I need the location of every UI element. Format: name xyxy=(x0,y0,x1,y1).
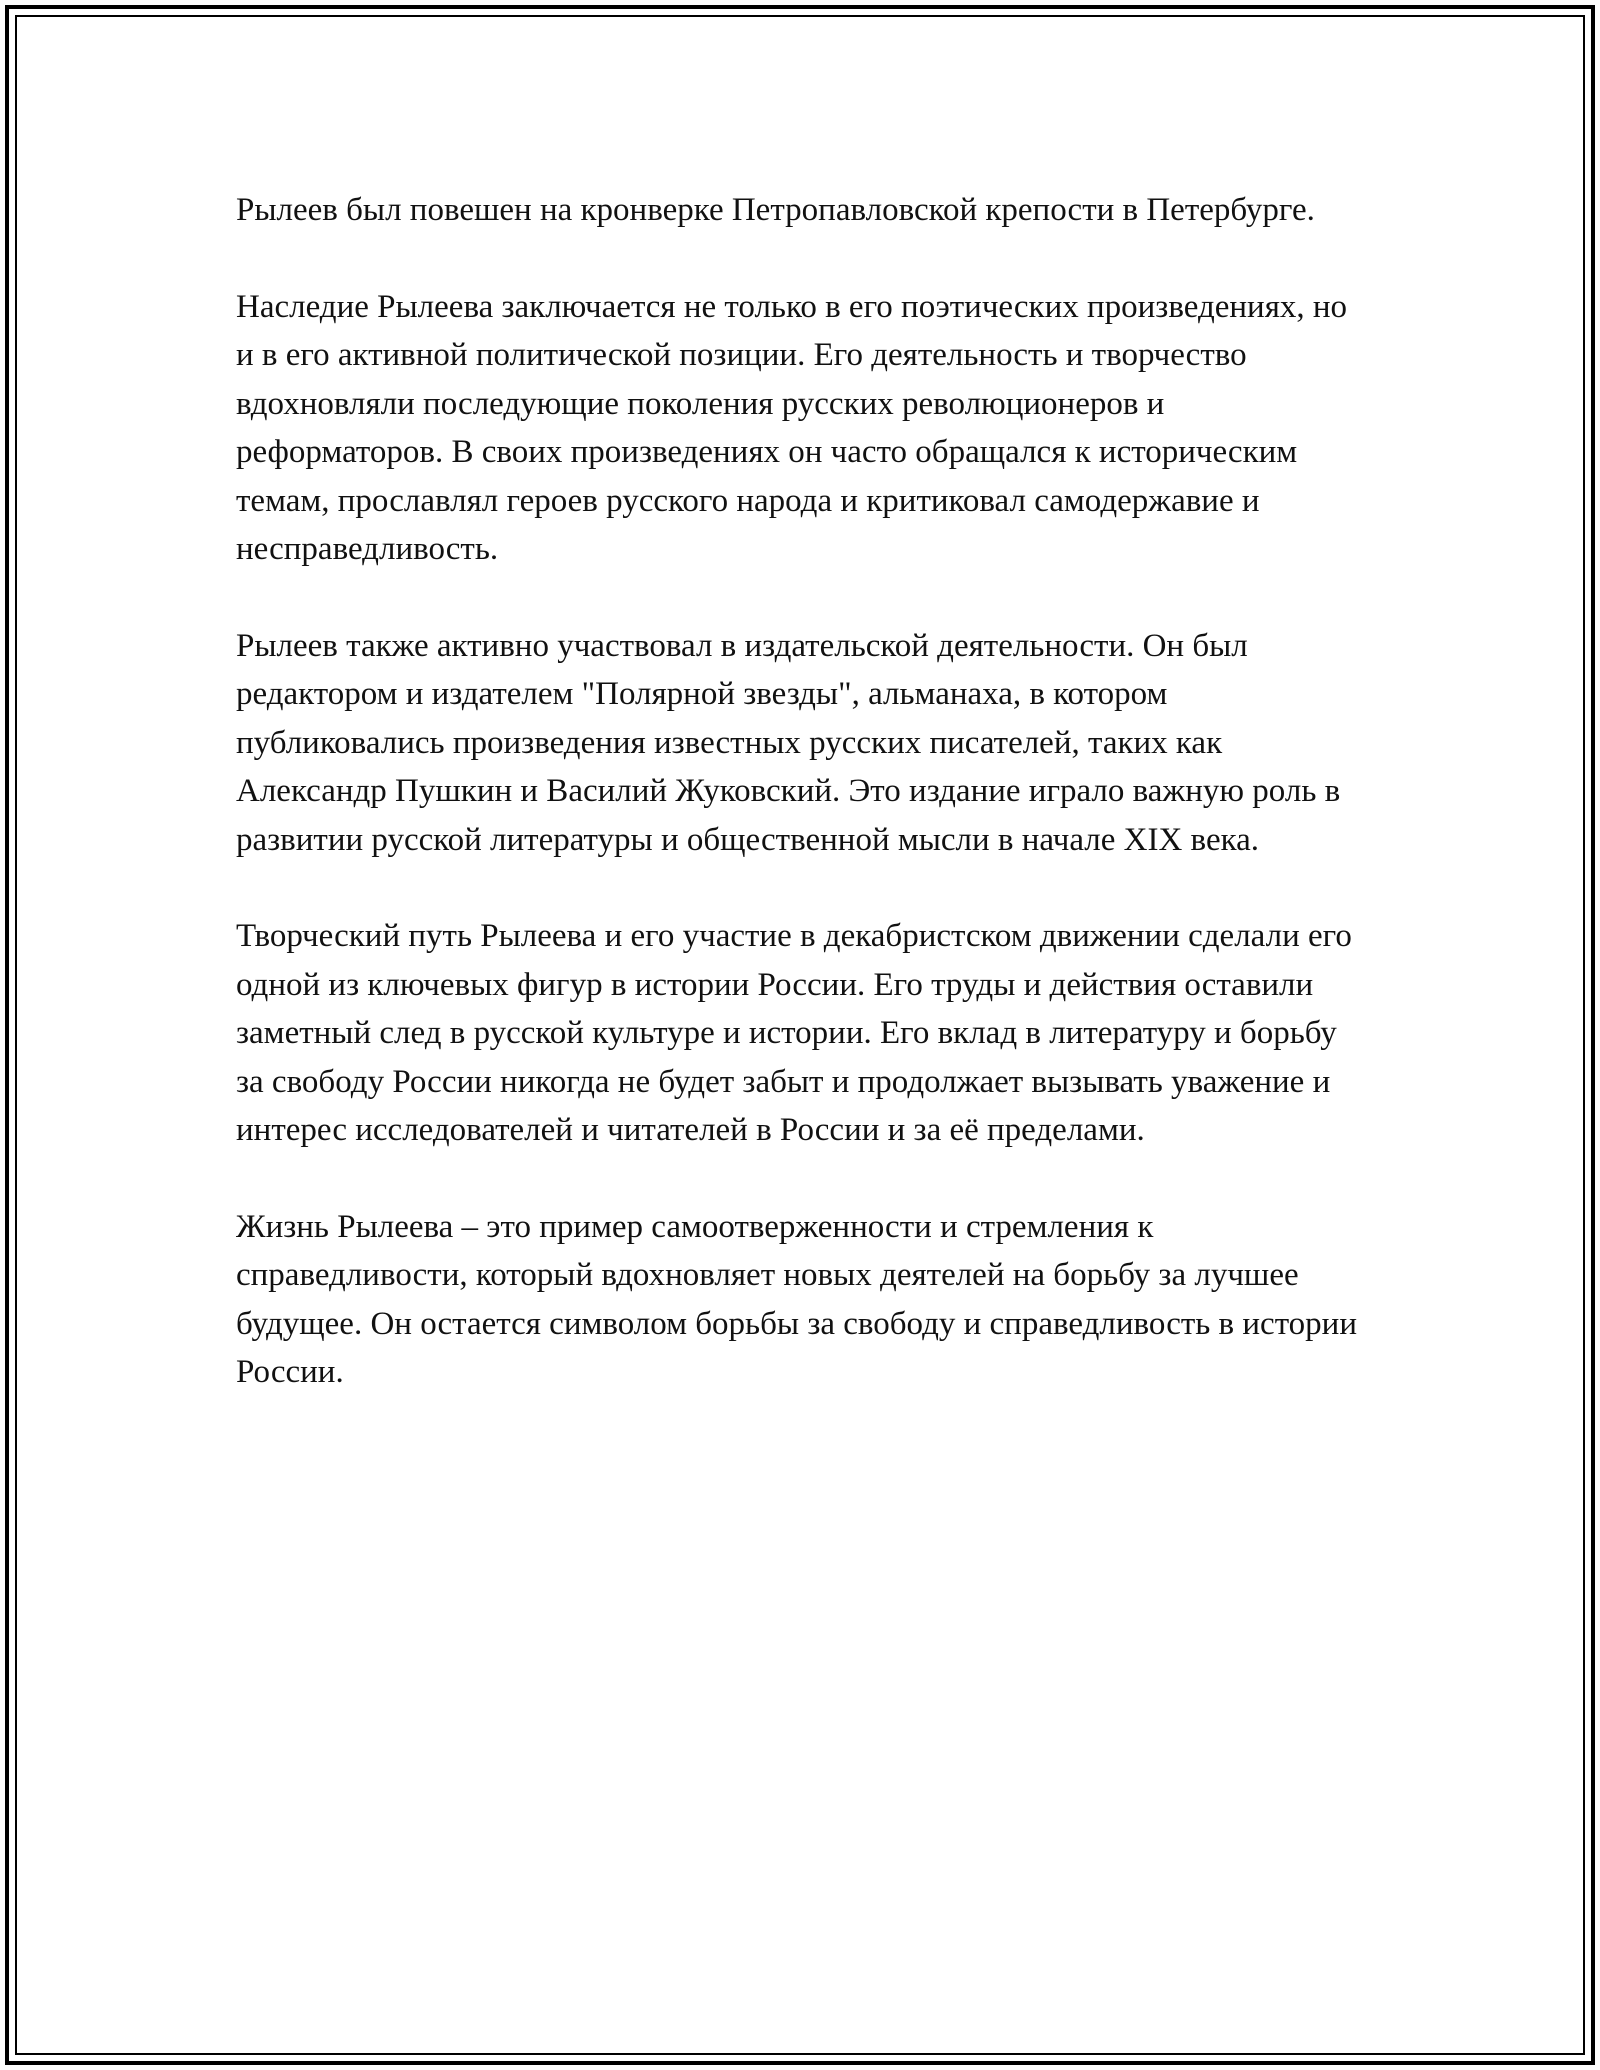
paragraph: Рылеев был повешен на кронверке Петропавловской крепости в Петербурге. xyxy=(236,192,1315,228)
paragraph: Жизнь Рылеева – это пример самоотверженности и стремления к справедливости, который вдохновляет новых деятелей на борьбу за лучшее будущее. Он остается символом борьбы за свободу и справедливость в истории России. xyxy=(236,1208,1358,1390)
paragraph: Рылеев также активно участвовал в издательской деятельности. Он был редактором и издателем "Полярной звезды", альманаха, в котором публиковались произведения известных русских писателей, таких как Александр Пушкин и Василий Жуковский. Это издание играло важную роль в развитии русской литературы и общественной мысли в начале XIX века. xyxy=(236,627,1341,858)
document-body xyxy=(236,186,1366,1445)
paragraph: Наследие Рылеева заключается не только в его поэтических произведениях, но и в его активной политической позиции. Его деятельность и творчество вдохновляли последующие поколения русских революционеров и реформаторов. В своих произведениях он часто обращался к историческим темам, прославлял героев русского народа и критиковал самодержавие и несправедливость. xyxy=(236,288,1348,567)
paragraph: Творческий путь Рылеева и его участие в декабристском движении сделали его одной из ключевых фигур в истории России. Его труды и действия оставили заметный след в русской культуре и истории. Его вклад в литературу и борьбу за свободу России никогда не будет забыт и продолжает вызывать уважение и интерес исследователей и читателей в России и за её пределами. xyxy=(236,918,1352,1148)
